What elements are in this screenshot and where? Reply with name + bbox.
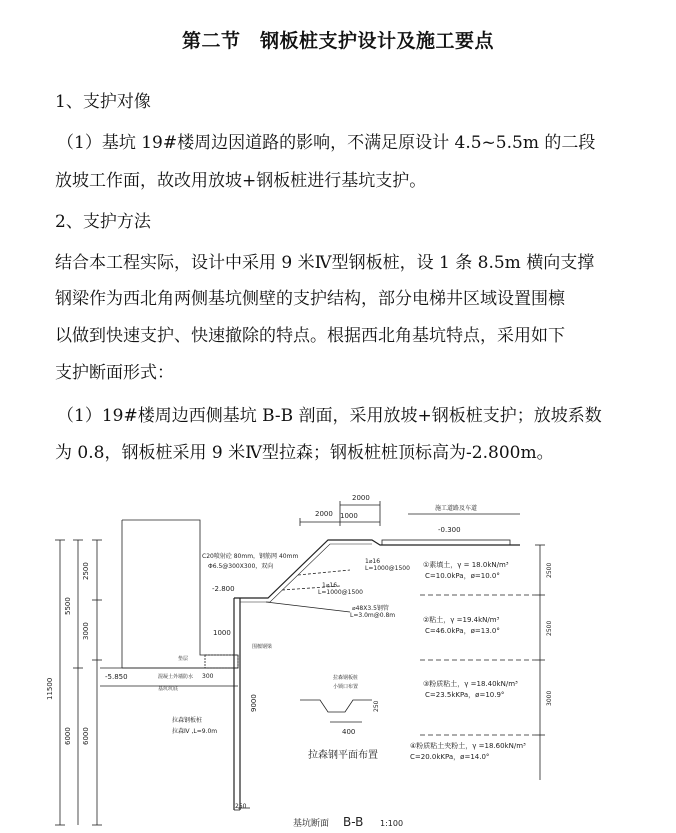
dim-label: 5500 [64, 597, 72, 615]
dim-label: 6000 [64, 727, 72, 745]
dim-label: 3000 [546, 690, 553, 706]
dim-label: 250 [235, 803, 247, 810]
soil-note: ④粉质粘土夹粉土，γ =18.60kN/m³ [410, 742, 526, 750]
paragraph-line: 以做到快速支护、快速撤除的特点。根据西北角基坑特点，采用如下 [55, 326, 565, 346]
drawing-note: 基坑坑底 [158, 686, 179, 692]
section-1-heading: 1、支护对像 [55, 92, 151, 112]
soil-note: C=10.0kPa，ø=10.0° [425, 572, 500, 580]
road-label: 施工道路及车道 [435, 505, 478, 512]
dim-label: 400 [342, 728, 356, 736]
pipe-note: ⌀48X3.5钢管 [352, 605, 389, 612]
drawing-caption-section: B-B [343, 815, 364, 829]
page-title: 第二节 钢板桩支护设计及施工要点 [181, 30, 494, 52]
inset-caption: 拉森钢平面布置 [308, 750, 378, 761]
dim-label: 11500 [46, 677, 54, 700]
inset-note: 小锁口布置 [333, 684, 359, 690]
section-2-heading: 2、支护方法 [55, 212, 151, 232]
soil-note: ①素填土，γ = 18.0kN/m³ [423, 561, 509, 569]
nail-note: L=1000@1500 [318, 589, 363, 596]
dim-label: 6000 [82, 727, 90, 745]
paragraph-line: 为 0.8，钢板桩采用 9 米Ⅳ型拉森；钢板桩桩顶标高为-2.800m。 [55, 443, 554, 463]
drawing-note: 混凝土外墙防水 [158, 674, 194, 680]
paragraph-line: （1）19#楼周边西侧基坑 B-B 剖面，采用放坡+钢板桩支护；放坡系数 [57, 406, 602, 426]
paragraph-line: 钢梁作为西北角两侧基坑侧壁的支护结构，部分电梯井区域设置围檩 [55, 289, 565, 309]
mesh-note: C20喷射砼 80mm，钢筋网 40mm [202, 553, 299, 560]
soil-note: ③粉质粘土，γ =18.40kN/m³ [423, 680, 518, 688]
dim-label: 1000 [340, 512, 358, 520]
paragraph-line: 支护断面形式： [55, 363, 174, 383]
dim-label: 2500 [546, 620, 553, 636]
dim-label: 2000 [352, 494, 370, 502]
elevation-label: -5.850 [105, 673, 128, 681]
elevation-label: -0.300 [438, 526, 461, 534]
soil-note: C=20.0kKPa，ø=14.0° [410, 753, 490, 761]
dim-label: 2000 [315, 510, 333, 518]
soil-note: C=46.0kPa，ø=13.0° [425, 627, 500, 635]
drawing-caption: 基坑断面 [293, 819, 330, 829]
dim-label: 3000 [82, 622, 90, 640]
dim-label: 2500 [546, 562, 553, 578]
nail-note: L=1000@1500 [365, 565, 410, 572]
paragraph-line: 放坡工作面，故改用放坡+钢板桩进行基坑支护。 [55, 171, 427, 191]
dim-label: 2500 [82, 562, 90, 580]
soil-note: ②粘土，γ =19.4kN/m³ [423, 616, 500, 624]
paragraph-line: 结合本工程实际，设计中采用 9 米Ⅳ型钢板桩，设 1 条 8.5m 横向支撑 [55, 253, 595, 273]
inset-note: 拉森钢板桩 [333, 675, 359, 681]
section-drawing [0, 488, 676, 833]
dim-label: 1000 [213, 629, 231, 637]
pile-note: 拉森钢板桩 [172, 717, 203, 724]
dim-label: 300 [202, 673, 214, 680]
pile-note: 拉森Ⅳ ,L=9.0m [172, 728, 218, 735]
dim-label: 250 [373, 700, 380, 712]
nail-note: 1⌀16 [322, 582, 338, 589]
drawing-caption-scale: 1:100 [380, 819, 404, 828]
elevation-label: -2.800 [212, 585, 235, 593]
nail-note: 1⌀16 [365, 558, 381, 565]
soil-note: C=23.5kKPa，ø=10.9° [425, 691, 505, 699]
drawing-note: 垫层 [178, 656, 189, 662]
dim-label: 9000 [250, 694, 258, 712]
mesh-note: Φ6.5@300X300，双向 [208, 563, 274, 570]
pipe-note: L=3.0m@0.8m [350, 612, 396, 619]
drawing-note: 围檩钢梁 [252, 644, 273, 650]
paragraph-line: （1）基坑 19#楼周边因道路的影响，不满足原设计 4.5~5.5m 的二段 [57, 133, 596, 153]
